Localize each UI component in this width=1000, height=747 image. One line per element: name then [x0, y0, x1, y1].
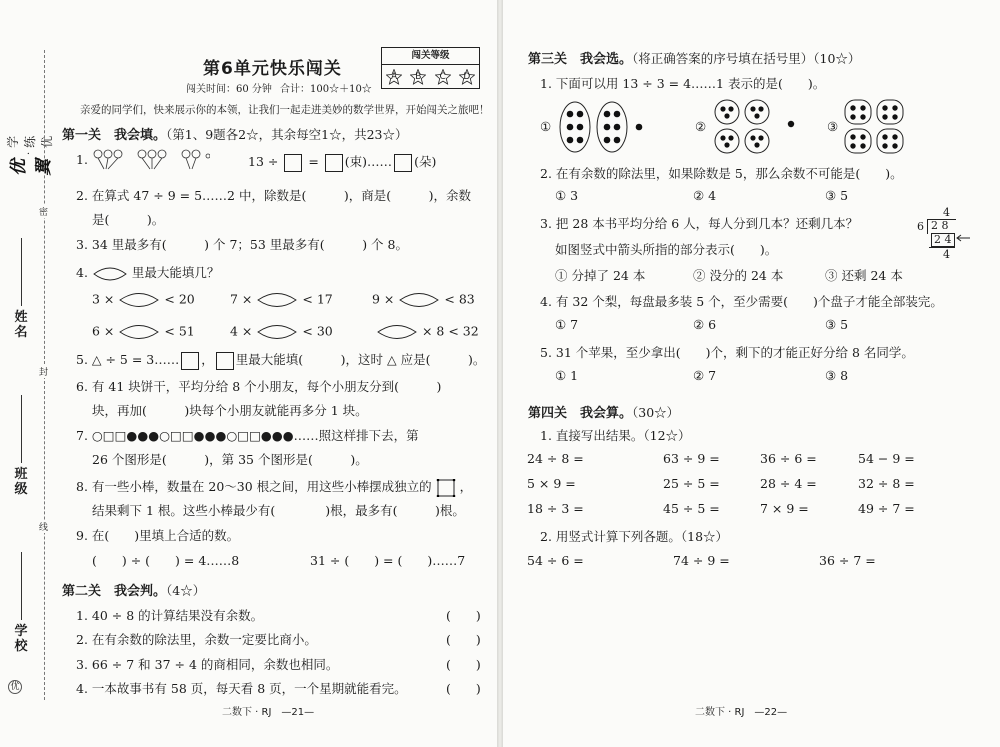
q7-line1: 7. ○□□●●●○□□●●●○□□●●●……照这样排下去，第: [76, 428, 419, 443]
brand-logo-text: 优翼: [9, 159, 54, 176]
q2-line1: 2. 在算式 47 ÷ 9 = 5……2 中，除数是( )，商是( )，余数: [76, 188, 471, 203]
q6-line1: 6. 有 41 块饼干，平均分给 8 个小朋友，每个小朋友分到( ): [76, 379, 442, 394]
choice-item[interactable]: ② 4: [693, 188, 717, 203]
calc-item[interactable]: 18 ÷ 3 =: [527, 501, 584, 516]
leaf-icon: [92, 265, 128, 283]
intro-text: 亲爱的同学们，快来展示你的本领，让我们一起走进美妙的数学世界，开始闯关之旅吧！: [80, 104, 490, 116]
option-2-dots-icon: [713, 98, 799, 156]
section-4-title: 第四关 我会算。（30☆）: [528, 405, 680, 421]
judge-answer[interactable]: ( ): [446, 608, 481, 623]
name-label: 姓名: [14, 310, 28, 340]
section-2-title: 第二关 我会判。（4☆）: [62, 583, 206, 599]
calc-item[interactable]: 49 ÷ 7 =: [858, 501, 915, 516]
right-page: [503, 0, 1000, 747]
q4-item: × 8 < 32: [376, 322, 479, 342]
section-1-title: 第一关 我会填。（第1、9题各2☆，其余每空1☆，共23☆）: [62, 127, 408, 143]
brand-dot: ·: [23, 151, 35, 155]
grade-box: [381, 47, 480, 89]
grade-option-a[interactable]: A: [386, 69, 402, 85]
grade-option-b[interactable]: B: [410, 69, 426, 85]
leaf-icon[interactable]: [118, 290, 160, 310]
name-field[interactable]: [8, 238, 34, 340]
judge-answer[interactable]: ( ): [446, 681, 481, 696]
grade-label: 闯关等级: [382, 48, 479, 65]
q4-item: 4 × < 30: [230, 322, 333, 342]
judge-item: 3. 66 ÷ 7 和 37 ÷ 4 的商相同，余数也相同。: [76, 657, 339, 672]
q7-line2: 26 个图形是( )，第 35 个图形是( )。: [92, 452, 368, 467]
calc-item[interactable]: 28 ÷ 4 =: [760, 476, 817, 491]
section-3-note: （将正确答案的序号填在括号里）（10☆）: [632, 51, 861, 66]
q8-line2: 结果剩下 1 根。这些小棒最少有( )根，最多有( )根。: [92, 503, 465, 518]
judge-answer[interactable]: ( ): [446, 657, 481, 672]
option-3-dots-icon: [843, 98, 907, 156]
choice-item[interactable]: ① 1: [555, 368, 579, 383]
time-limit: 闯关时间：60 分钟: [186, 84, 272, 95]
q3: 3. 34 里最多有( ) 个 7；53 里最多有( ) 个 8。: [76, 237, 408, 252]
choice-item[interactable]: ① 分掉了 24 本: [555, 268, 646, 283]
seal-char: 线: [39, 520, 48, 533]
arrow-left-icon: [955, 234, 971, 242]
choice-item[interactable]: ③ 5: [825, 188, 849, 203]
remainder: 4: [943, 248, 950, 261]
page-footer: 二数下 · RJ —22—: [695, 707, 788, 718]
calc-item[interactable]: 36 ÷ 6 =: [760, 451, 817, 466]
school-field[interactable]: [8, 552, 34, 654]
calc-item[interactable]: 7 × 9 =: [760, 501, 809, 516]
class-label: 班级: [14, 467, 28, 497]
total-score: 合计：100☆＋10☆: [280, 84, 372, 95]
s3-q3-line1: 3. 把 28 本书平均分给 6 人，每人分到几本？还剩几本？: [540, 216, 859, 231]
judge-item: 2. 在有余数的除法里，余数一定要比商小。: [76, 632, 317, 647]
answer-box[interactable]: [284, 154, 302, 172]
vertical-calc-item[interactable]: 54 ÷ 6 =: [527, 553, 584, 568]
margin-strip: [0, 0, 60, 747]
section-4-note: （30☆）: [632, 405, 680, 420]
judge-answer[interactable]: ( ): [446, 632, 481, 647]
calc-item[interactable]: 54 − 9 =: [858, 451, 915, 466]
q6-line2: 块，再加( )块每个小朋友就能再多分 1 块。: [92, 403, 368, 418]
q2-line2: 是( )。: [92, 212, 165, 227]
leaf-icon[interactable]: [256, 290, 298, 310]
seal-char: 封: [39, 365, 48, 378]
vertical-calc-item[interactable]: 74 ÷ 9 =: [673, 553, 730, 568]
leaf-icon[interactable]: [256, 322, 298, 342]
s4-q2: 2. 用竖式计算下列各题。（18☆）: [540, 529, 729, 544]
q4-item: 7 × < 17: [230, 290, 333, 310]
brand-name: 学练优: [5, 135, 54, 148]
quotient: 4: [943, 206, 950, 219]
s3-q3-line2: 如图竖式中箭头所指的部分表示( )。: [555, 242, 778, 257]
corner-mark: 优: [8, 680, 22, 694]
s3-q1: 1. 下面可以用 13 ÷ 3 = 4……1 表示的是( )。: [540, 76, 826, 91]
calc-item[interactable]: 24 ÷ 8 =: [527, 451, 584, 466]
calc-item[interactable]: 32 ÷ 8 =: [858, 476, 915, 491]
leaf-icon[interactable]: [376, 322, 418, 342]
choice-item[interactable]: ③ 还剩 24 本: [825, 268, 903, 283]
page-footer: 二数下 · RJ —21—: [222, 707, 315, 718]
square-sticks-icon: [436, 479, 456, 497]
q4-item: 6 × < 51: [92, 322, 195, 342]
q1-equation: 13 ÷ = (束)…… (朵): [248, 152, 436, 172]
section-1-note: （第1、9题各2☆，其余每空1☆，共23☆）: [166, 127, 408, 142]
choice-item[interactable]: ③ 8: [825, 368, 849, 383]
calc-item[interactable]: 5 × 9 =: [527, 476, 576, 491]
class-field[interactable]: [8, 395, 34, 497]
choice-item[interactable]: ② 7: [693, 368, 717, 383]
product-box: 2 4: [931, 233, 955, 247]
school-label: 学校: [14, 624, 28, 654]
q9-b: 31 ÷ ( ) = ( )……7: [310, 553, 466, 568]
leaf-icon[interactable]: [398, 290, 440, 310]
choice-label[interactable]: ③: [827, 119, 839, 134]
grade-option-d[interactable]: D: [459, 69, 475, 85]
section-3-title: 第三关 我会选。（将正确答案的序号填在括号里）（10☆）: [528, 51, 861, 67]
judge-item: 1. 40 ÷ 8 的计算结果没有余数。: [76, 608, 264, 623]
left-page: [0, 0, 497, 747]
s3-q5: 5. 31 个苹果，至少拿出( )个，剩下的才能正好分给 8 名同学。: [540, 345, 914, 360]
seal-char: 密: [39, 205, 48, 218]
s4-q1: 1. 直接写出结果。（12☆）: [540, 428, 691, 443]
choice-item[interactable]: ② 6: [693, 317, 717, 332]
option-1-dots-icon: [555, 100, 647, 154]
q1-number: 1.: [76, 152, 88, 167]
choice-item[interactable]: ② 没分的 24 本: [693, 268, 784, 283]
dividend: 2 8: [931, 219, 949, 232]
brand-logo: [0, 130, 64, 176]
choice-label[interactable]: ①: [540, 119, 552, 134]
q4-item: 3 × < 20: [92, 290, 195, 310]
answer-box[interactable]: [181, 352, 199, 370]
vertical-calc-item[interactable]: 36 ÷ 7 =: [819, 553, 876, 568]
choice-label[interactable]: ②: [695, 119, 707, 134]
leaf-icon[interactable]: [118, 322, 160, 342]
flowers-illustration: [90, 148, 210, 170]
calc-item[interactable]: 45 ÷ 5 =: [663, 501, 720, 516]
q9: 9. 在( )里填上合适的数。: [76, 528, 240, 543]
answer-box[interactable]: [394, 154, 412, 172]
choice-item[interactable]: ① 3: [555, 188, 579, 203]
q8-line1: 8. 有一些小棒，数量在 20～30 根之间，用这些小棒摆成独立的 ，: [76, 477, 472, 497]
calc-item[interactable]: 25 ÷ 5 =: [663, 476, 720, 491]
s3-q4: 4. 有 32 个梨，每盘最多装 5 个，至少需要( )个盘子才能全部装完。: [540, 294, 943, 309]
grade-option-c[interactable]: C: [435, 69, 451, 85]
s3-q2: 2. 在有余数的除法里，如果除数是 5，那么余数不可能是( )。: [540, 166, 903, 181]
q5: 5. △ ÷ 5 = 3…… ， 里最大能填( )，这时 △ 应是( )。: [76, 350, 485, 370]
q9-a: ( ) ÷ ( ) = 4……8: [92, 553, 240, 568]
calc-item[interactable]: 63 ÷ 9 =: [663, 451, 720, 466]
flower-icon-group: [90, 148, 210, 170]
judge-item: 4. 一本故事书有 58 页，每天看 8 页，一个星期就能看完。: [76, 681, 407, 696]
q4-header: 4. 里最大能填几？: [76, 263, 219, 283]
section-2-note: （4☆）: [166, 583, 206, 598]
answer-box[interactable]: [325, 154, 343, 172]
divisor: 6: [917, 220, 924, 233]
page-title: 第6单元快乐闯关: [203, 59, 342, 79]
answer-box[interactable]: [216, 352, 234, 370]
choice-item[interactable]: ① 7: [555, 317, 579, 332]
q4-item: 9 × < 83: [372, 290, 475, 310]
choice-item[interactable]: ③ 5: [825, 317, 849, 332]
